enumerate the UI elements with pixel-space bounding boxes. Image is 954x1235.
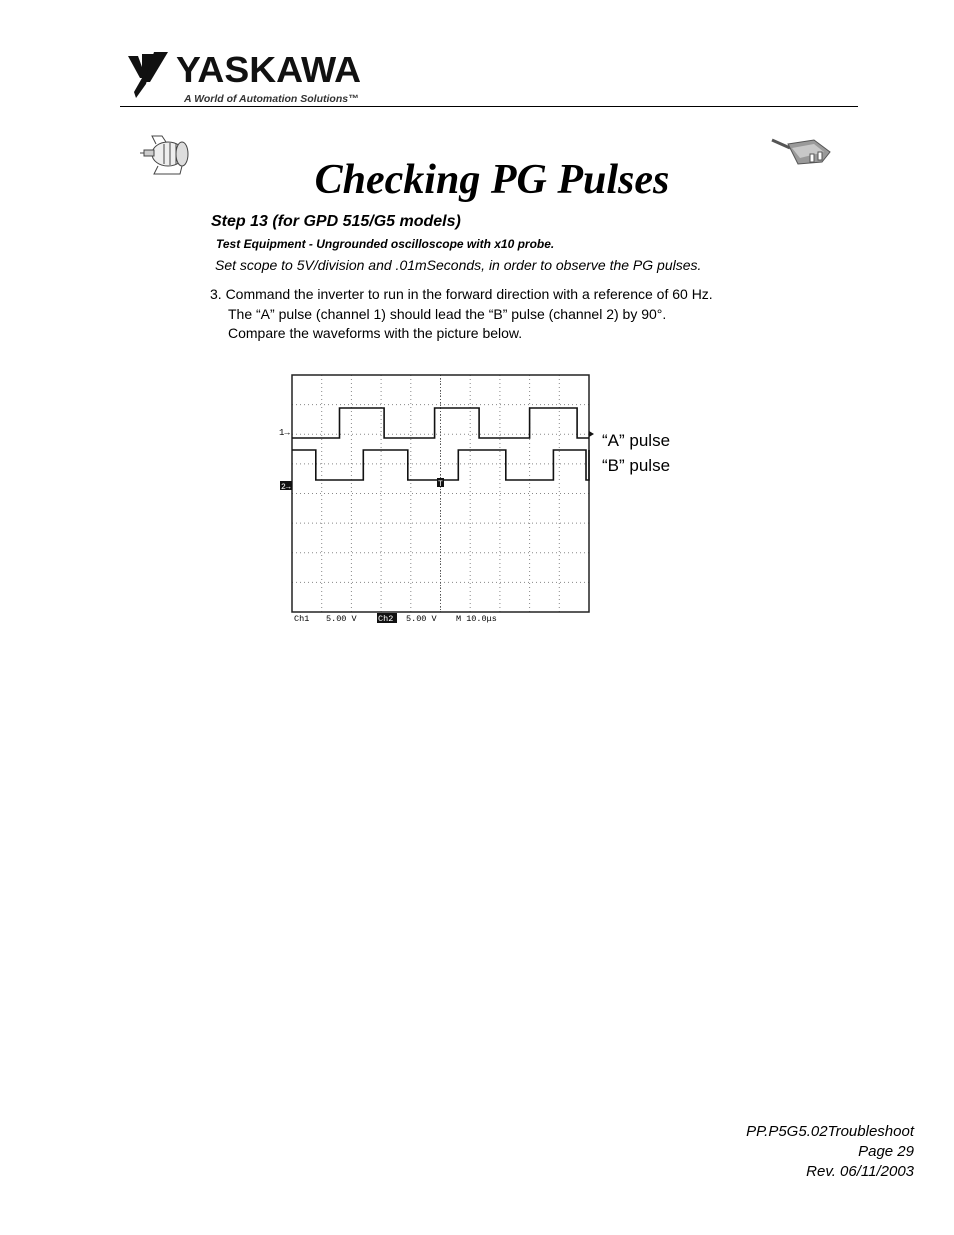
ch2-marker: 2→ bbox=[281, 483, 291, 492]
ch1-scale: 5.00 V bbox=[326, 614, 357, 624]
instruction-line-2: The “A” pulse (channel 1) should lead the “B” pulse (channel 2) by 90°. bbox=[228, 305, 667, 322]
instruction-text bbox=[210, 285, 713, 344]
trigger-marker: T bbox=[438, 480, 443, 489]
yaskawa-swoosh-icon bbox=[128, 52, 168, 98]
yaskawa-logo bbox=[124, 48, 369, 106]
brand-tagline: A World of Automation Solutions™ bbox=[184, 93, 359, 105]
scope-grid bbox=[292, 375, 589, 612]
trigger-level-arrow bbox=[589, 431, 594, 437]
header-rule bbox=[120, 106, 858, 107]
ch1-label: Ch1 bbox=[294, 614, 310, 624]
oscilloscope-capture bbox=[278, 368, 698, 626]
timebase: M 10.0μs bbox=[456, 614, 497, 624]
label-b-pulse: “B” pulse bbox=[602, 456, 671, 475]
ch2-scale: 5.00 V bbox=[406, 614, 437, 624]
instruction-line-3: Compare the waveforms with the picture below. bbox=[228, 325, 523, 341]
document-id: PP.P5G5.02Troubleshoot bbox=[746, 1123, 914, 1140]
page-number: Page 29 bbox=[858, 1143, 914, 1160]
step-heading: Step 13 (for GPD 515/G5 models) bbox=[211, 213, 461, 230]
brand-name: YASKAWA bbox=[176, 49, 361, 90]
ch1-marker: 1→ bbox=[279, 428, 290, 438]
revision-date: Rev. 06/11/2003 bbox=[806, 1163, 914, 1180]
page-footer bbox=[746, 1122, 914, 1182]
test-equipment-note: Test Equipment - Ungrounded oscilloscope with x10 probe. bbox=[216, 237, 555, 251]
scope-setting-note: Set scope to 5V/division and .01mSeconds, in order to observe the PG pulses. bbox=[215, 257, 702, 273]
label-a-pulse: “A” pulse bbox=[602, 431, 671, 450]
instruction-line-1: 3. Command the inverter to run in the forward direction with a reference of 60 Hz. bbox=[210, 286, 713, 302]
page-title: Checking PG Pulses bbox=[314, 157, 670, 203]
ch2-label: Ch2 bbox=[378, 614, 394, 624]
